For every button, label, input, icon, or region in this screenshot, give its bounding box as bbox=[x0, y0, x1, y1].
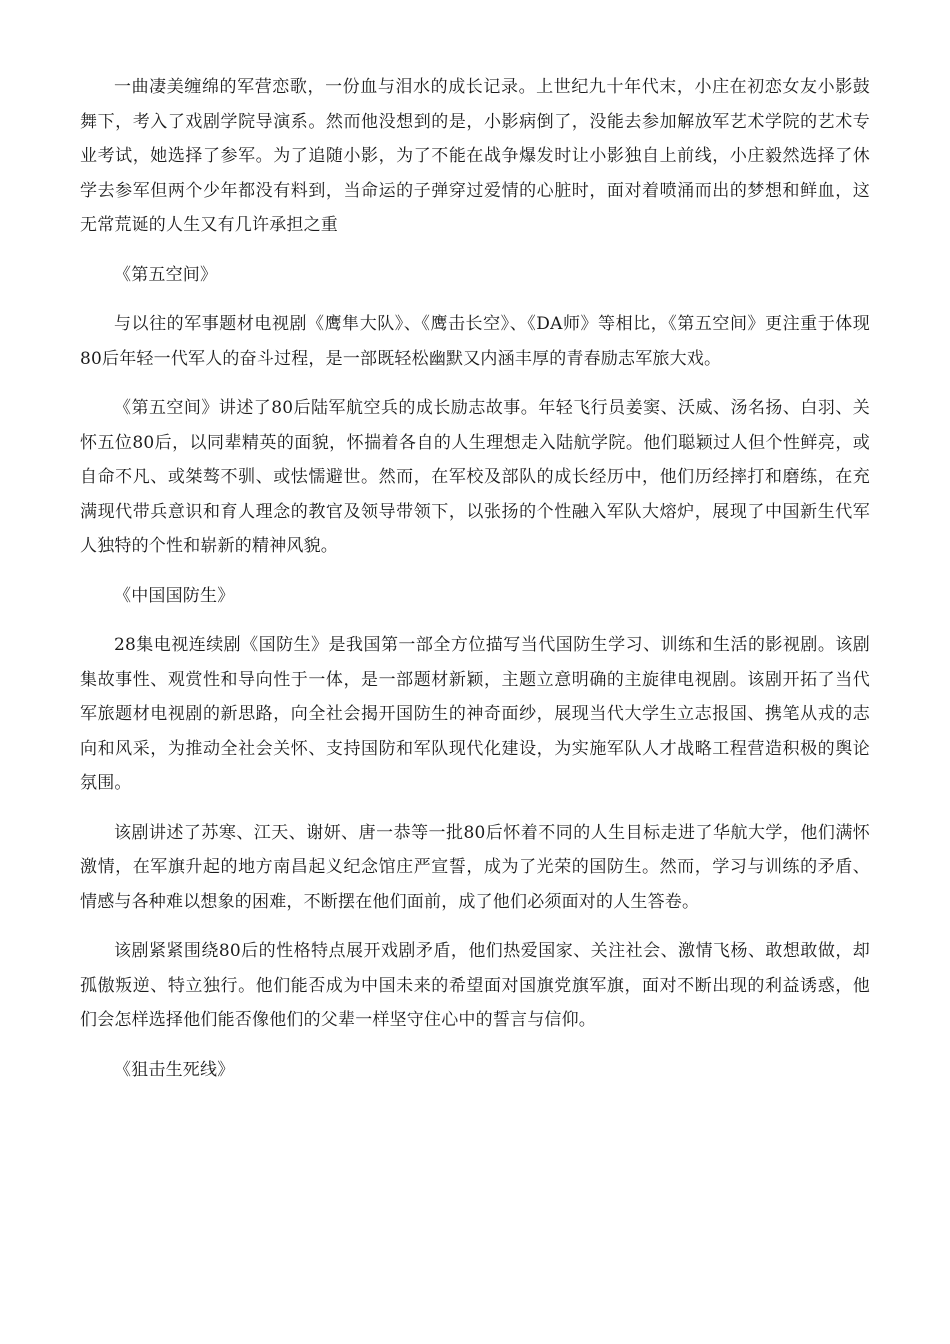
heading-sniper-lifeline: 《狙击生死线》 bbox=[114, 1059, 235, 1080]
heading-china-defense-student: 《中国国防生》 bbox=[114, 585, 235, 606]
paragraph-defense-student-story: 该剧讲述了苏寒、江天、谢妍、唐一恭等一批80后怀着不同的人生目标走进了华航大学，他们满怀激情，在军旗升起的地方南昌起义纪念馆庄严宣誓，成为了光荣的国防生。然而，学习与训练的矛盾、情感与各种难以想象的困难，不断摆在他们面前，成了他们必须面对的人生答卷。 bbox=[80, 822, 870, 912]
paragraph-soldier-romance-intro: 一曲凄美缠绵的军营恋歌，一份血与泪水的成长记录。上世纪九十年代末，小庄在初恋女友小影鼓舞下，考入了戏剧学院导演系。然而他没想到的是，小影病倒了，没能去参加解放军艺术学院的艺术专业考试，她选择了参军。为了追随小影，为了不能在战争爆发时让小影独自上前线，小庄毅然选择了休学去参军但两个少年都没有料到，当命运的子弹穿过爱情的心脏时，面对着喷涌而出的梦想和鲜血，这无常荒诞的人生又有几许承担之重 bbox=[80, 77, 870, 235]
paragraph-defense-student-theme: 该剧紧紧围绕80后的性格特点展开戏剧矛盾，他们热爱国家、关注社会、激情飞杨、敢想敢做，却孤傲叛逆、特立独行。他们能否成为中国未来的希望面对国旗党旗军旗，面对不断出现的利益诱惑，他们会怎样选择他们能否像他们的父辈一样坚守住心中的誓言与信仰。 bbox=[80, 941, 870, 1030]
paragraph-defense-student-overview: 28集电视连续剧《国防生》是我国第一部全方位描写当代国防生学习、训练和生活的影视剧。该剧集故事性、观赏性和导向性于一体，是一部题材新颖，主题立意明确的主旋律电视剧。该剧开拓了当代军旅题材电视剧的新思路，向全社会揭开国防生的神奇面纱，展现当代大学生立志报国、携笔从戎的志向和风采，为推动全社会关怀、支持国防和军队现代化建设，为实施军队人才战略工程营造积极的舆论氛围。 bbox=[80, 635, 870, 793]
heading-fifth-space: 《第五空间》 bbox=[114, 264, 218, 285]
paragraph-fifth-space-comparison: 与以往的军事题材电视剧《鹰隼大队》、《鹰击长空》、《DA师》等相比，《第五空间》更注重于体现80后年轻一代军人的奋斗过程，是一部既轻松幽默又内涵丰厚的青春励志军旅大戏。 bbox=[80, 314, 870, 369]
paragraph-fifth-space-story: 《第五空间》讲述了80后陆军航空兵的成长励志故事。年轻飞行员姜窦、沃威、汤名扬、白羽、关怀五位80后，以同辈精英的面貌，怀揣着各自的人生理想走入陆航学院。他们聪颖过人但个性鲜亮，或自命不凡、或桀骜不驯、或怯懦避世。然而，在军校及部队的成长经历中，他们历经摔打和磨练，在充满现代带兵意识和育人理念的教官及领导带领下，以张扬的个性融入军队大熔炉，展现了中国新生代军人独特的个性和崭新的精神风貌。 bbox=[80, 398, 870, 556]
document-body bbox=[80, 70, 870, 1102]
